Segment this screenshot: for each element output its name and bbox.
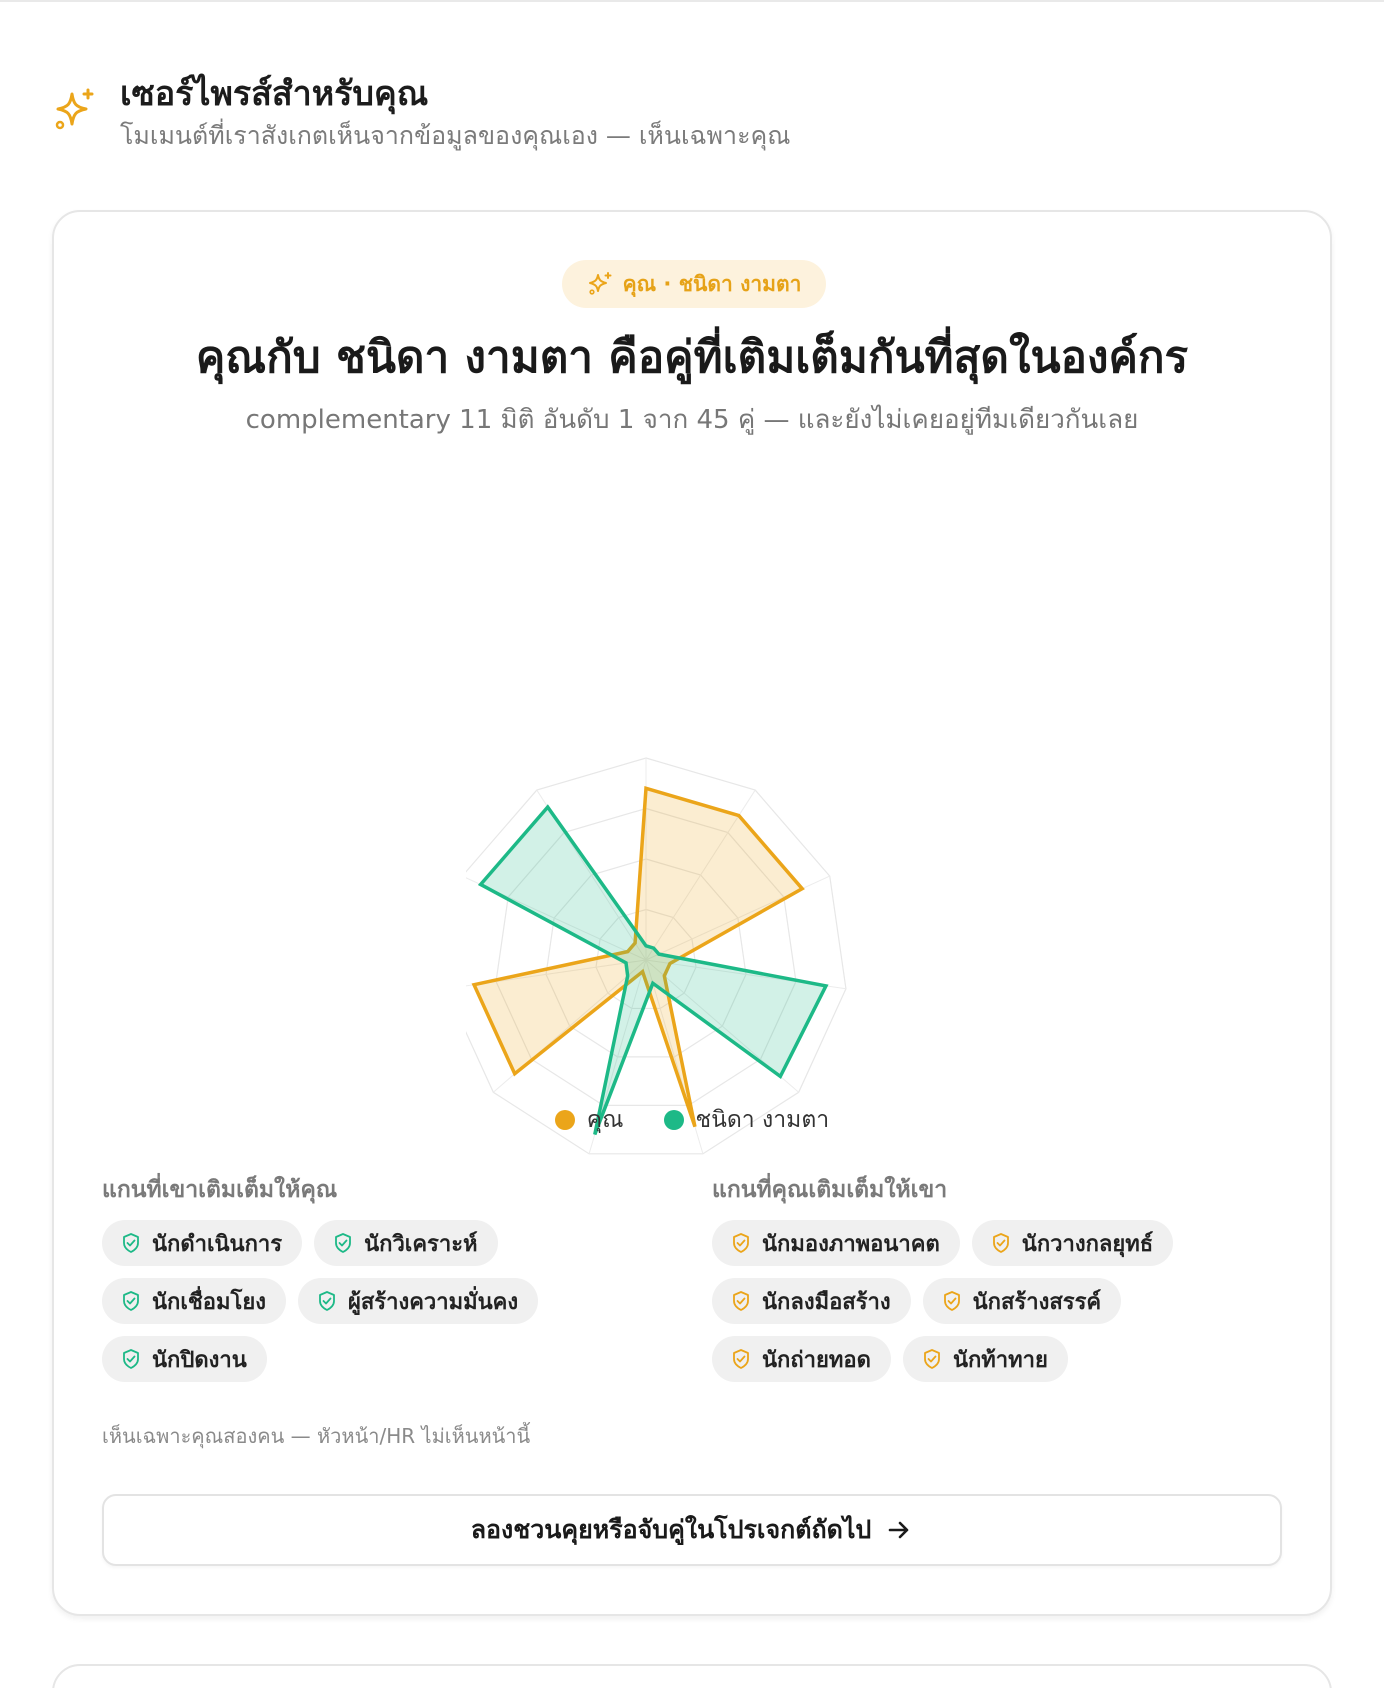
axis-chip-label: ผู้สร้างความมั่นคง [347, 1289, 519, 1315]
invite-pair-button[interactable] [102, 1494, 1282, 1566]
axis-chip [102, 1336, 267, 1382]
axes-you-complement [712, 1174, 1282, 1394]
axis-chip [102, 1220, 302, 1266]
pair-pill [562, 260, 826, 308]
arrow-right-icon [885, 1516, 913, 1544]
axis-chip-label: นักวิเคราะห์ [364, 1231, 478, 1257]
section-header [52, 72, 790, 154]
shield-check-icon [941, 1290, 963, 1312]
axis-chip [923, 1278, 1121, 1324]
shield-check-icon [120, 1232, 142, 1254]
group-title-they-complement: แกนที่เขาเติมเต็มให้คุณ [102, 1177, 338, 1203]
axis-chip [298, 1278, 538, 1324]
group-title-you-complement: แกนที่คุณเติมเต็มให้เขา [712, 1177, 948, 1203]
pill-label: คุณ · ชนิดา งามตา [622, 271, 802, 296]
chips-right [712, 1220, 1282, 1394]
section-title: เซอร์ไพรส์สำหรับคุณ [120, 74, 429, 114]
shield-check-icon [730, 1290, 752, 1312]
sparkles-icon [52, 88, 98, 134]
axis-chip [903, 1336, 1068, 1382]
sparkles-icon [587, 271, 613, 297]
privacy-note: เห็นเฉพาะคุณสองคน — หัวหน้า/HR ไม่เห็นหน้านี้ [102, 1424, 531, 1448]
axis-chip-label: นักสร้างสรรค์ [972, 1289, 1102, 1315]
axis-chip [102, 1278, 286, 1324]
top-divider [0, 0, 1384, 2]
shield-check-icon [120, 1348, 142, 1370]
legend-item-partner [664, 1102, 830, 1138]
axis-chip-label: นักเชื่อมโยง [152, 1289, 266, 1315]
axis-chip-label: นักดำเนินการ [152, 1231, 283, 1257]
shield-check-icon [120, 1290, 142, 1312]
axis-chip-label: นักมองภาพอนาคต [762, 1231, 940, 1257]
axis-chip-label: นักถ่ายทอด [762, 1347, 871, 1373]
card-title: คุณกับ ชนิดา งามตา คือคู่ที่เติมเต็มกันที่สุดในองค์กร [195, 332, 1189, 383]
section-subtitle: โมเมนต์ที่เราสังเกตเห็นจากข้อมูลของคุณเอง — เห็นเฉพาะคุณ [120, 121, 791, 150]
axis-chip [712, 1278, 911, 1324]
legend-dot-partner [664, 1110, 684, 1130]
shield-check-icon [332, 1232, 354, 1254]
legend-label-partner: ชนิดา งามตา [695, 1107, 830, 1133]
axis-chip [712, 1336, 891, 1382]
axis-chip [712, 1220, 960, 1266]
legend-item-you [555, 1102, 624, 1138]
axes-they-complement [102, 1174, 672, 1394]
shield-check-icon [990, 1232, 1012, 1254]
chips-left [102, 1220, 672, 1394]
axis-chip-label: นักปิดงาน [152, 1347, 247, 1373]
card-subtitle: complementary 11 มิติ อันดับ 1 จาก 45 คู่ — และยังไม่เคยอยู่ทีมเดียวกันเลย [245, 405, 1139, 435]
shield-check-icon [316, 1290, 338, 1312]
shield-check-icon [730, 1232, 752, 1254]
surprise-card [52, 210, 1332, 1616]
next-card [52, 1664, 1332, 1688]
legend-label-you: คุณ [586, 1107, 624, 1133]
axis-chip-label: นักท้าทาย [952, 1347, 1048, 1373]
axis-chip [314, 1220, 497, 1266]
shield-check-icon [730, 1348, 752, 1370]
shield-check-icon [921, 1348, 943, 1370]
legend-dot-you [555, 1110, 575, 1130]
axis-chip-label: นักลงมือสร้าง [762, 1289, 891, 1315]
invite-pair-label: ลองชวนคุยหรือจับคู่ในโปรเจกต์ถัดไป [470, 1515, 872, 1544]
axis-chip [972, 1220, 1173, 1266]
chart-legend [54, 1102, 1330, 1138]
axis-chip-label: นักวางกลยุทธ์ [1021, 1231, 1154, 1257]
